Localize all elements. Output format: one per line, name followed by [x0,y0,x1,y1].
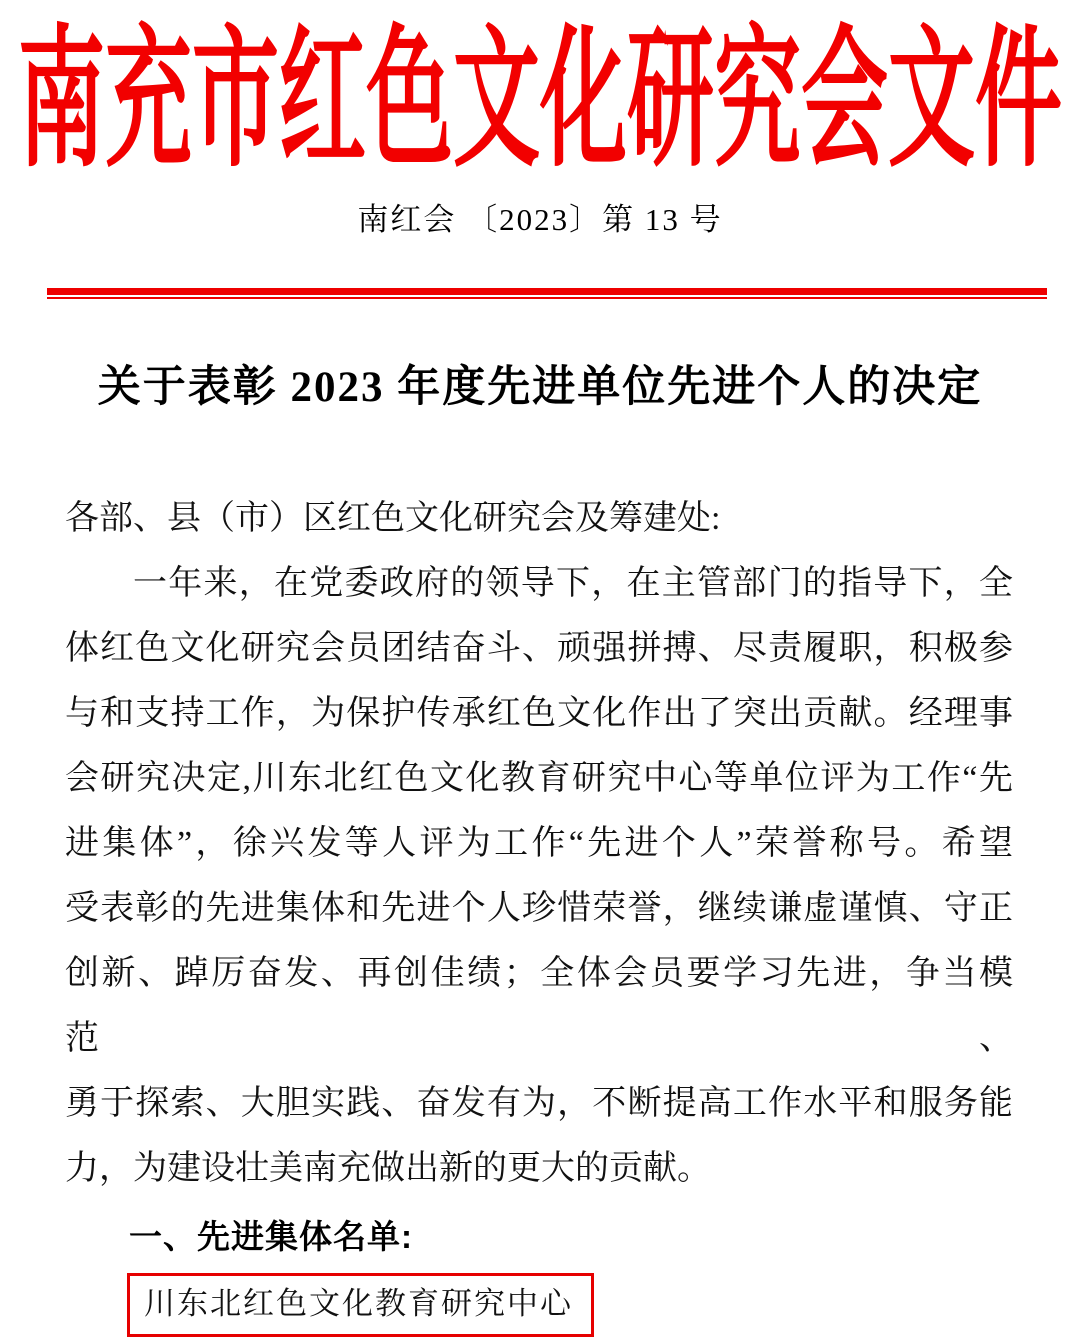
red-header-banner-title: 南充市红色文化研究会文件 [18,15,1062,185]
awarded-unit-box [127,1273,594,1337]
body-line: 与和支持工作，为保护传承红色文化作出了突出贡献。经理事 [65,695,1013,732]
doc-number: 南红会 〔2023〕第 13 号 [357,202,723,237]
document-body [65,486,1013,1337]
red-rule-thick-line [47,288,1047,295]
body-line: 受表彰的先进集体和先进个人珍惜荣誉，继续谦虚谨慎、守正 [65,890,1013,927]
body-line: 力，为建设壮美南充做出新的更大的贡献。 [65,1150,711,1187]
red-rule-thin-line [47,297,1047,299]
body-line: 会研究决定,川东北红色文化教育研究中心等单位评为工作“先 [65,760,1013,797]
body-line: 体红色文化研究会员团结奋斗、顽强拼搏、尽责履职，积极参 [65,630,1013,667]
section-heading-advanced-collectives: 一、先进集体名单: [129,1218,413,1255]
body-line: 创新、踔厉奋发、再创佳绩；全体会员要学习先进，争当模范、 [65,955,1013,1057]
document-title: 关于表彰 2023 年度先进单位先进个人的决定 [97,364,983,411]
body-line: 进集体”，徐兴发等人评为工作“先进个人”荣誉称号。希望 [65,825,1013,862]
body-line: 一年来，在党委政府的领导下，在主管部门的指导下，全 [133,565,1013,602]
red-separator-rule [47,288,1047,299]
awarded-unit-name: 川东北红色文化教育研究中心 [144,1286,573,1321]
body-line: 勇于探索、大胆实践、奋发有为，不断提高工作水平和服务能 [65,1085,1013,1122]
salutation-line: 各部、县（市）区红色文化研究会及筹建处: [65,500,721,537]
